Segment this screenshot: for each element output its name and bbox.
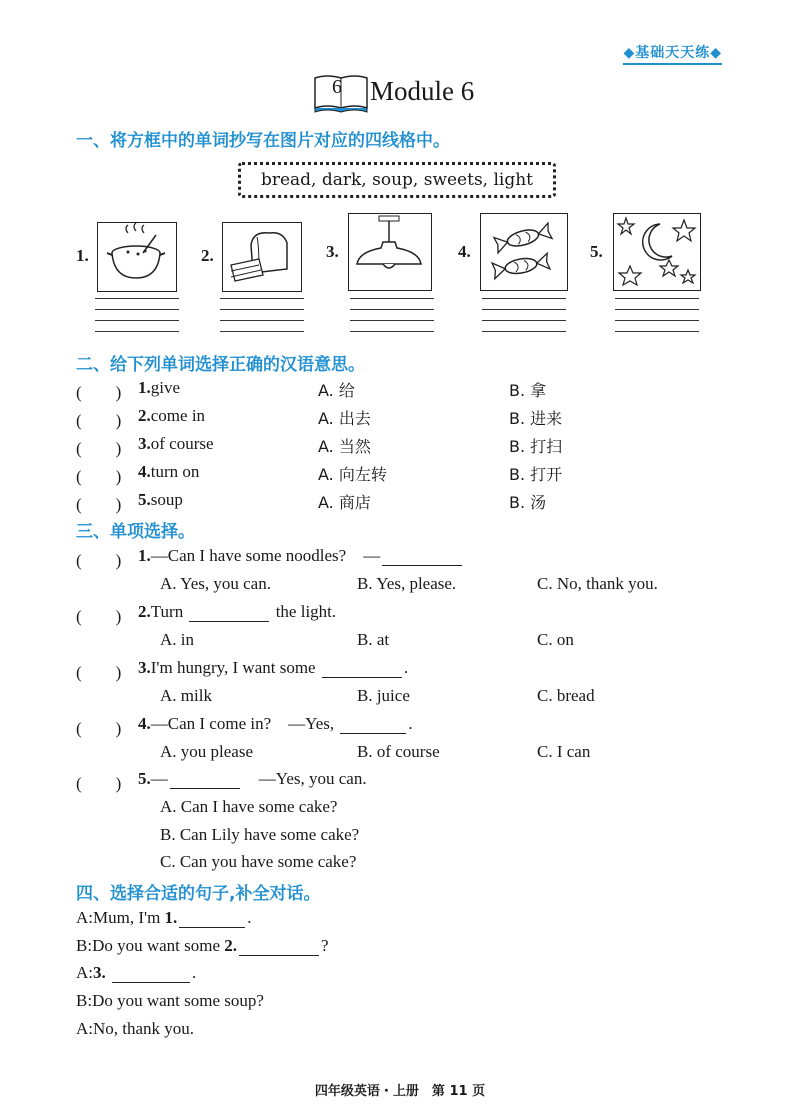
option-b[interactable]: B. Yes, please. <box>357 574 457 593</box>
option-a[interactable]: A. 出去 <box>318 409 371 428</box>
vocab-word: 1.give <box>138 378 181 397</box>
option-b[interactable]: B. juice <box>357 686 410 705</box>
answer-paren[interactable]: ( ) <box>76 467 122 486</box>
question-5: 5.— —Yes, you can. <box>138 769 367 788</box>
answer-blank[interactable] <box>322 676 402 678</box>
option-c[interactable]: C. on <box>537 630 574 649</box>
answer-blank[interactable] <box>170 787 240 789</box>
word-box: bread, dark, soup, sweets, light <box>238 162 556 198</box>
question-3: 3.I'm hungry, I want some . <box>138 658 409 677</box>
vocab-word: 2.come in <box>138 406 206 425</box>
vocab-word: 4.turn on <box>138 462 200 481</box>
option-b[interactable]: B. 汤 <box>509 493 547 512</box>
answer-blank[interactable] <box>382 564 462 566</box>
option-b[interactable]: B. of course <box>357 742 440 761</box>
option-a[interactable]: A. milk <box>160 686 212 705</box>
dialogue-line-4: B:Do you want some soup? <box>76 991 264 1010</box>
answer-paren[interactable]: ( ) <box>76 495 122 514</box>
answer-paren[interactable]: ( ) <box>76 663 122 682</box>
answer-paren[interactable]: ( ) <box>76 439 122 458</box>
answer-paren[interactable]: ( ) <box>76 383 122 402</box>
lamp-picture <box>348 213 432 291</box>
four-line-grid[interactable] <box>95 298 179 343</box>
option-b[interactable]: B. Can Lily have some cake? <box>160 825 360 844</box>
four-line-grid[interactable] <box>482 298 566 343</box>
soup-pot-picture <box>97 222 177 292</box>
option-a[interactable]: A. 当然 <box>318 437 371 456</box>
dialogue-line-1: A:Mum, I'm 1. . <box>76 908 252 927</box>
answer-paren[interactable]: ( ) <box>76 411 122 430</box>
bread-picture <box>222 222 302 292</box>
option-a[interactable]: A. Yes, you can. <box>160 574 271 593</box>
answer-paren[interactable]: ( ) <box>76 551 122 570</box>
question-2: 2.Turn the light. <box>138 602 337 621</box>
option-b[interactable]: B. 拿 <box>509 381 547 400</box>
module-title: Module 6 <box>370 76 475 106</box>
dialogue-line-5: A:No, thank you. <box>76 1019 195 1038</box>
vocab-word: 3.of course <box>138 434 214 453</box>
page-footer: 四年级英语・上册 第 11 页 <box>314 1084 486 1099</box>
section1-heading: 一、将方框中的单词抄写在图片对应的四线格中。 <box>76 131 450 151</box>
answer-blank[interactable] <box>189 620 269 622</box>
dialogue-line-3: A:3. . <box>76 963 197 982</box>
four-line-grid[interactable] <box>350 298 434 343</box>
option-a[interactable]: A. you please <box>160 742 254 761</box>
vocab-word: 5.soup <box>138 490 183 509</box>
answer-paren[interactable]: ( ) <box>76 774 122 793</box>
option-a[interactable]: A. 商店 <box>318 493 371 512</box>
question-1: 1.—Can I have some noodles? — <box>138 546 464 566</box>
four-line-grid[interactable] <box>220 298 304 343</box>
section3-heading: 三、单项选择。 <box>76 522 195 542</box>
dialogue-line-2: B:Do you want some 2. ? <box>76 936 329 955</box>
section2-heading: 二、给下列单词选择正确的汉语意思。 <box>76 355 365 375</box>
item-number: 5. <box>590 242 603 261</box>
option-c[interactable]: C. Can you have some cake? <box>160 852 357 871</box>
option-b[interactable]: B. 打扫 <box>509 437 563 456</box>
module-number: 6 <box>332 76 342 98</box>
answer-blank[interactable] <box>179 926 245 928</box>
option-a[interactable]: A. Can I have some cake? <box>160 797 338 816</box>
option-b[interactable]: B. at <box>357 630 390 649</box>
option-c[interactable]: C. bread <box>537 686 595 705</box>
series-tag <box>623 42 722 62</box>
option-c[interactable]: C. No, thank you. <box>537 574 658 593</box>
answer-paren[interactable]: ( ) <box>76 719 122 738</box>
item-number: 4. <box>458 242 471 261</box>
option-b[interactable]: B. 进来 <box>509 409 563 428</box>
option-b[interactable]: B. 打开 <box>509 465 563 484</box>
item-number: 2. <box>201 246 214 265</box>
answer-paren[interactable]: ( ) <box>76 607 122 626</box>
night-sky-picture <box>613 213 701 291</box>
question-4: 4.—Can I come in? —Yes, . <box>138 714 413 733</box>
item-number: 1. <box>76 246 89 265</box>
sweets-picture <box>480 213 568 291</box>
option-c[interactable]: C. I can <box>537 742 591 761</box>
answer-blank[interactable] <box>239 954 319 956</box>
answer-blank[interactable] <box>340 732 406 734</box>
option-a[interactable]: A. 向左转 <box>318 465 387 484</box>
series-tag-text: ◆基础天天练◆ <box>623 45 722 61</box>
option-a[interactable]: A. in <box>160 630 194 649</box>
section4-heading: 四、选择合适的句子,补全对话。 <box>76 884 321 904</box>
option-a[interactable]: A. 给 <box>318 381 355 400</box>
four-line-grid[interactable] <box>615 298 699 343</box>
answer-blank[interactable] <box>112 981 190 983</box>
item-number: 3. <box>326 242 339 261</box>
